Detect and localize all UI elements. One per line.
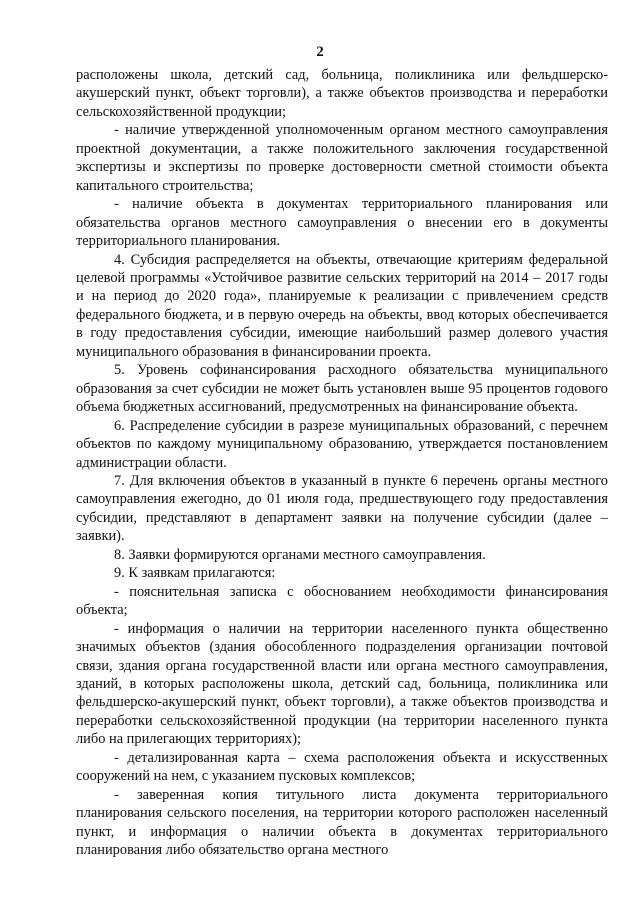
page-number: 2 [316, 44, 324, 60]
paragraph: - наличие утвержденной уполномоченным органом местного самоуправления проектной документации, а также положительного заключения государственной экспертизы и экспертизы по проверке достоверности сметной стоимости объекта капитального строительства; [76, 122, 608, 194]
paragraph: 9. К заявкам прилагаются: [114, 565, 276, 582]
paragraph: - заверенная копия титульного листа документа территориального планирования сельского поселения, на территории которого расположен населенный пункт, и информация о наличии объекта в документах территориального планирования либо обязательство органа местного [76, 786, 608, 859]
paragraph: 7. Для включения объектов в указанный в пункте 6 перечень органы местного самоуправления ежегодно, до 01 июля года, предшествующего году предоставления субсидии, представляют в департамент заявки на получение субсидии (далее – заявки). [76, 472, 608, 545]
paragraph: 4. Субсидия распределяется на объекты, отвечающие критериям федеральной целевой программы «Устойчивое развитие сельских территорий на 2014 – 2017 годы и на период до 2020 года», планируемые к реализации с привлечением средств федерального бюджета, и в первую очередь на объекты, ввод которых обеспечивается в году предоставления субсидии, имеющие наибольший размер долевого участия муниципального образования в финансировании проекта. [76, 251, 608, 360]
paragraph: - информация о наличии на территории населенного пункта общественно значимых объектов (здания обособленного подразделения организации почтовой связи, здания органа государственной власти или органа местного самоуправления, зданий, в которых расположены школа, детский сад, больница, поликлиника или фельдшерско-акушерский пункт, объект торговли), а также объектов производства и переработки сельскохозяйственной продукции (на территории населенного пункта либо на прилегающих территориях); [76, 620, 608, 748]
paragraph: 8. Заявки формируются органами местного самоуправления. [114, 546, 486, 563]
paragraph: - пояснительная записка с обоснованием необходимости финансирования объекта; [76, 583, 608, 619]
paragraph: - детализированная карта – схема расположения объекта и искусственных сооружений на нем, с указанием пусковых комплексов; [76, 749, 608, 785]
document-body [76, 66, 608, 859]
paragraph: - наличие объекта в документах территориального планирования или обязательства органов местного самоуправления о внесении его в документы территориального планирования. [76, 196, 608, 250]
paragraph: расположены школа, детский сад, больница, поликлиника или фельдшерско-акушерский пункт, объект торговли), а также объектов производства и переработки сельскохозяйственной продукции; [76, 67, 608, 120]
paragraph: 6. Распределение субсидии в разрезе муниципальных образований, с перечнем объектов по каждому муниципальному образованию, утверждается постановлением администрации области. [76, 417, 608, 471]
paragraph: 5. Уровень софинансирования расходного обязательства муниципального образования за счет субсидии не может быть установлен выше 95 процентов годового объема бюджетных ассигнований, предусмотренных на финансирование объекта. [76, 362, 608, 416]
